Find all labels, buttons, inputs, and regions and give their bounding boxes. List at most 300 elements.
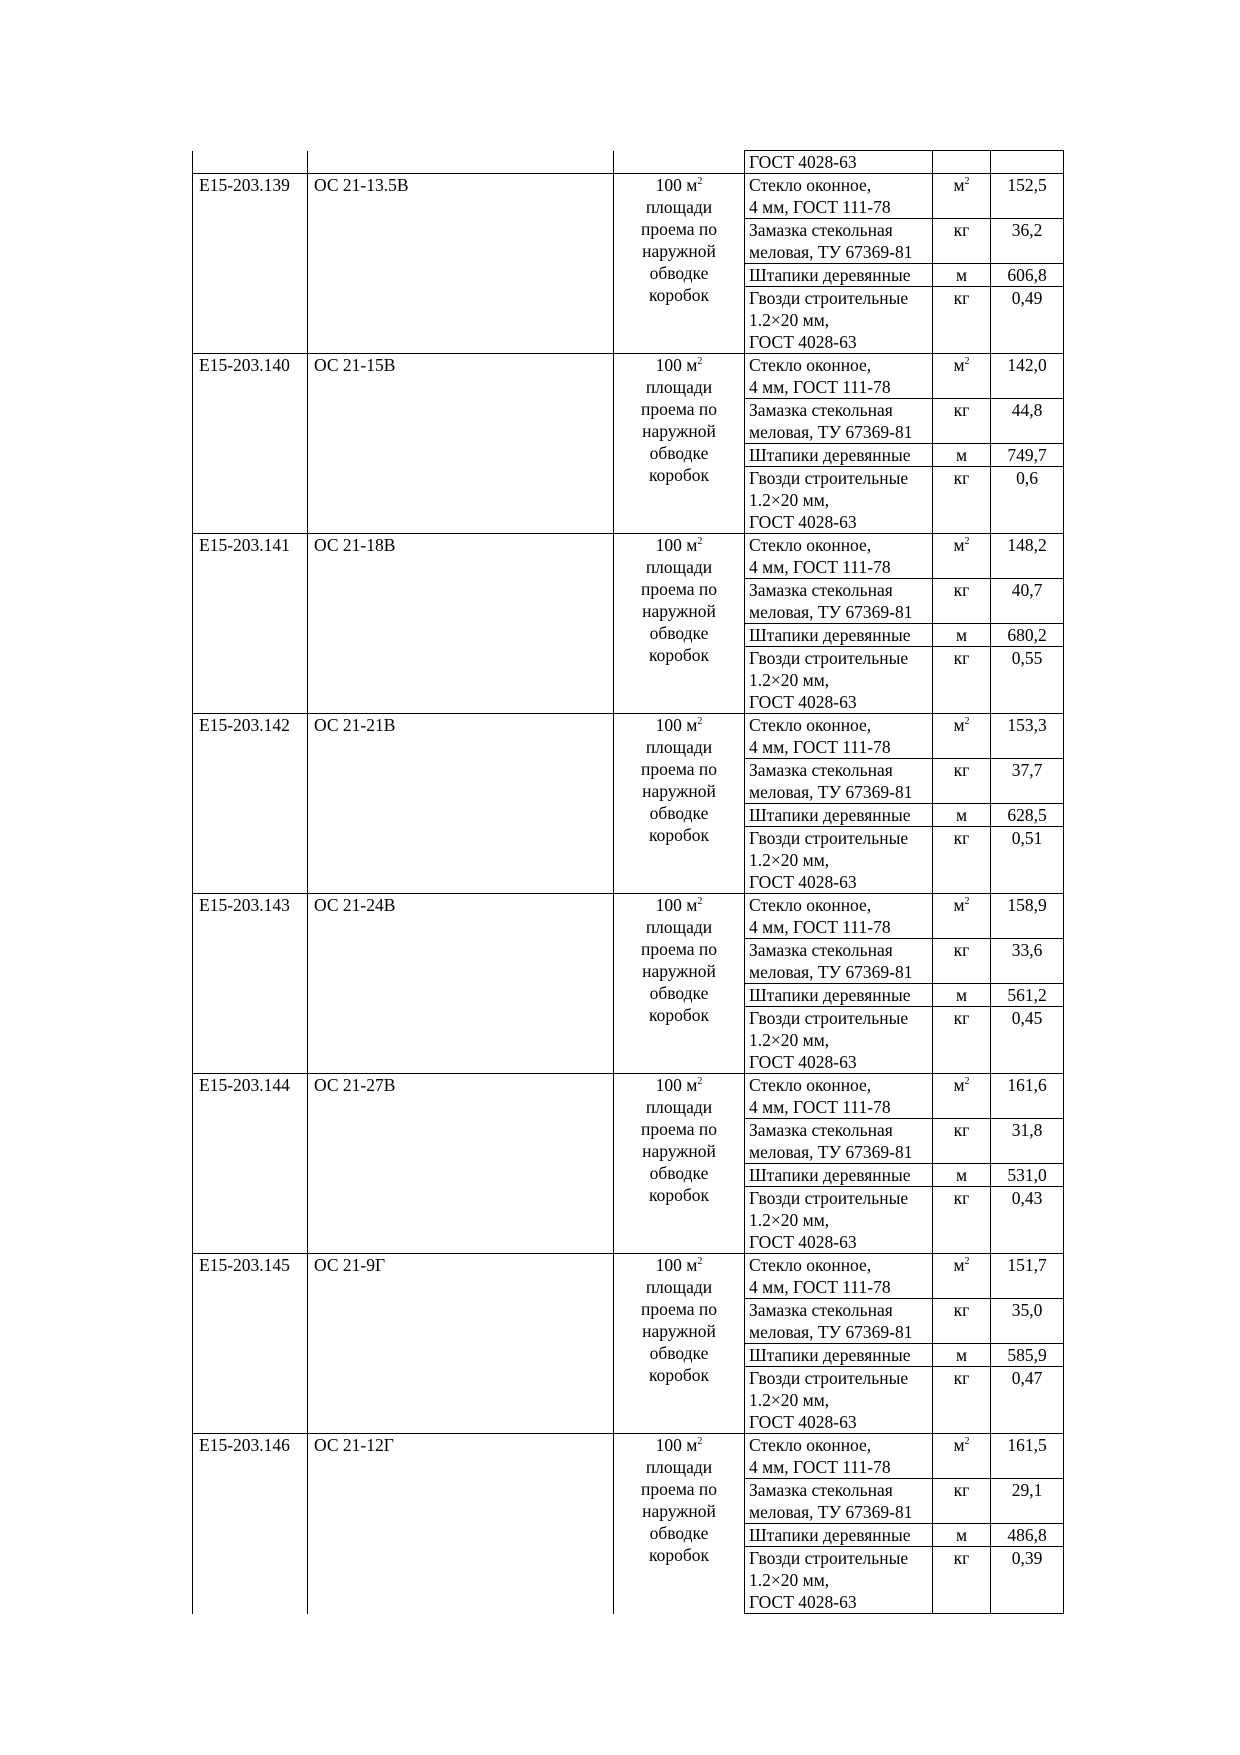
resource-unit-main: кг	[953, 648, 970, 668]
resource-unit-main: кг	[953, 828, 970, 848]
resource-unit-main: кг	[953, 1188, 970, 1208]
unit-line	[616, 1074, 742, 1096]
resource-unit	[933, 827, 991, 894]
unit-desc-line: коробок	[648, 1365, 710, 1385]
resource-unit-main: кг	[953, 1548, 970, 1568]
lead-qty-cell	[991, 151, 1064, 174]
resource-unit-main: м	[953, 355, 965, 375]
resource-unit-main: м	[953, 1255, 965, 1275]
unit-desc-line: проема по	[640, 579, 718, 599]
resource-quantity: 31,8	[991, 1119, 1064, 1164]
resource-name	[745, 827, 933, 894]
resource-unit-main: м	[955, 445, 968, 465]
continuation-row	[193, 151, 1064, 174]
resource-line: 1.2×20 мм,	[749, 1570, 830, 1590]
window-type: ОС 21-13.5В	[308, 174, 614, 354]
resource-name	[745, 1164, 933, 1187]
resource-quantity: 0,47	[991, 1367, 1064, 1434]
table-row	[193, 174, 1064, 219]
unit-sup: 2	[697, 1256, 703, 1268]
unit-desc-line: наружной	[642, 1321, 716, 1341]
resource-line: Замазка стекольная	[749, 1480, 893, 1500]
unit-desc-line: коробок	[648, 1005, 710, 1025]
resource-line: 4 мм, ГОСТ 111-78	[749, 1097, 891, 1117]
norm-code: Е15-203.142	[193, 714, 308, 894]
resource-unit-main: м	[955, 1345, 968, 1365]
resource-quantity: 531,0	[991, 1164, 1064, 1187]
resource-quantity: 0,39	[991, 1547, 1064, 1614]
resource-line: Стекло оконное,	[749, 1435, 872, 1455]
resource-line: Замазка стекольная	[749, 1120, 893, 1140]
resource-line: меловая, ТУ 67369-81	[749, 1322, 913, 1342]
unit-sup: 2	[697, 356, 703, 368]
unit-desc-line: наружной	[642, 1501, 716, 1521]
unit-desc-line: коробок	[648, 1545, 710, 1565]
resource-unit	[933, 534, 991, 579]
resource-unit-main: кг	[953, 760, 970, 780]
measurement-unit	[614, 714, 745, 894]
lead-unit-cell	[614, 151, 745, 174]
resource-quantity: 142,0	[991, 354, 1064, 399]
resource-line: 1.2×20 мм,	[749, 490, 830, 510]
unit-desc-line: обводке	[649, 1343, 709, 1363]
resource-unit	[933, 624, 991, 647]
table-row	[193, 894, 1064, 939]
unit-sup: 2	[697, 536, 703, 548]
resource-unit-main: кг	[953, 1300, 970, 1320]
unit-desc-line: проема по	[640, 939, 718, 959]
resource-line: ГОСТ 4028-63	[749, 1412, 857, 1432]
resource-quantity: 158,9	[991, 894, 1064, 939]
unit-main: 100 м	[655, 715, 698, 735]
lead-resource-cell	[745, 151, 933, 174]
resource-unit-main: м	[953, 715, 965, 735]
unit-desc-line: наружной	[642, 1141, 716, 1161]
resource-unit-sup: 2	[964, 356, 970, 368]
resource-name	[745, 1299, 933, 1344]
resource-name	[745, 219, 933, 264]
resource-name	[745, 1187, 933, 1254]
resource-name	[745, 624, 933, 647]
resource-unit	[933, 579, 991, 624]
resource-unit-main: м	[955, 985, 968, 1005]
table-row	[193, 534, 1064, 579]
resource-quantity: 749,7	[991, 444, 1064, 467]
resource-unit-sup: 2	[964, 1076, 970, 1088]
unit-sup: 2	[697, 1076, 703, 1088]
resource-unit	[933, 354, 991, 399]
unit-desc-line: проема по	[640, 759, 718, 779]
resource-quantity: 29,1	[991, 1479, 1064, 1524]
resource-unit	[933, 759, 991, 804]
table-body	[193, 151, 1064, 1614]
unit-desc-line: коробок	[648, 645, 710, 665]
resource-unit-main: кг	[953, 940, 970, 960]
resource-line: 4 мм, ГОСТ 111-78	[749, 1457, 891, 1477]
resource-line: Штапики деревянные	[749, 1525, 911, 1545]
unit-desc-line: коробок	[648, 285, 710, 305]
measurement-unit	[614, 1434, 745, 1614]
unit-desc-line: коробок	[648, 1185, 710, 1205]
resource-quantity: 148,2	[991, 534, 1064, 579]
resource-name	[745, 579, 933, 624]
unit-main: 100 м	[655, 535, 698, 555]
resource-name	[745, 467, 933, 534]
unit-main: 100 м	[655, 355, 698, 375]
resource-line: Штапики деревянные	[749, 1345, 911, 1365]
resource-line: 4 мм, ГОСТ 111-78	[749, 557, 891, 577]
resource-unit-sup: 2	[964, 536, 970, 548]
unit-line	[616, 894, 742, 916]
window-type: ОС 21-9Г	[308, 1254, 614, 1434]
unit-desc-line: наружной	[642, 241, 716, 261]
resource-line: Стекло оконное,	[749, 895, 872, 915]
resource-line: ГОСТ 4028-63	[749, 872, 857, 892]
resource-quantity: 0,45	[991, 1007, 1064, 1074]
resource-line: меловая, ТУ 67369-81	[749, 1502, 913, 1522]
unit-main: 100 м	[655, 1255, 698, 1275]
resource-line: Штапики деревянные	[749, 1165, 911, 1185]
resource-quantity: 152,5	[991, 174, 1064, 219]
resource-line: Штапики деревянные	[749, 805, 911, 825]
resource-unit	[933, 287, 991, 354]
resource-name	[745, 759, 933, 804]
unit-desc-line: площади	[645, 197, 713, 217]
resource-unit-main: кг	[953, 1480, 970, 1500]
unit-desc-line: площади	[645, 917, 713, 937]
table-row	[193, 354, 1064, 399]
resource-unit	[933, 174, 991, 219]
unit-desc-line: обводке	[649, 443, 709, 463]
unit-desc-line: коробок	[648, 825, 710, 845]
resource-name	[745, 534, 933, 579]
resource-unit-main: кг	[953, 468, 970, 488]
resource-line: меловая, ТУ 67369-81	[749, 422, 913, 442]
resource-unit	[933, 804, 991, 827]
resource-line: 4 мм, ГОСТ 111-78	[749, 737, 891, 757]
resource-unit-main: кг	[953, 400, 970, 420]
resource-unit-main: м	[953, 895, 965, 915]
resource-name	[745, 1367, 933, 1434]
resource-name	[745, 1254, 933, 1299]
resource-unit-main: м	[953, 175, 965, 195]
window-type: ОС 21-21В	[308, 714, 614, 894]
unit-main: 100 м	[655, 1435, 698, 1455]
resource-line: Замазка стекольная	[749, 400, 893, 420]
unit-sup: 2	[697, 1436, 703, 1448]
resource-line: Гвозди строительные	[749, 1368, 909, 1388]
resource-line: Гвозди строительные	[749, 648, 909, 668]
resource-unit-main: м	[955, 625, 968, 645]
resource-unit	[933, 647, 991, 714]
unit-main: 100 м	[655, 175, 698, 195]
unit-desc-line: наружной	[642, 961, 716, 981]
table-row	[193, 1254, 1064, 1299]
unit-desc-line: обводке	[649, 263, 709, 283]
resource-unit	[933, 714, 991, 759]
resource-name	[745, 1434, 933, 1479]
resource-line: Штапики деревянные	[749, 265, 911, 285]
resource-name	[745, 1344, 933, 1367]
resource-name	[745, 939, 933, 984]
unit-line	[616, 534, 742, 556]
resource-unit	[933, 1187, 991, 1254]
unit-main: 100 м	[655, 1075, 698, 1095]
unit-desc-line: наружной	[642, 601, 716, 621]
resource-unit-main: кг	[953, 1120, 970, 1140]
resource-unit-main: кг	[953, 220, 970, 240]
norm-code: Е15-203.144	[193, 1074, 308, 1254]
resource-quantity: 628,5	[991, 804, 1064, 827]
resource-unit-main: м	[953, 535, 965, 555]
unit-desc-line: проема по	[640, 1299, 718, 1319]
resource-name	[745, 444, 933, 467]
resource-line: ГОСТ 4028-63	[749, 692, 857, 712]
resource-unit	[933, 1344, 991, 1367]
resource-unit-sup: 2	[964, 1256, 970, 1268]
unit-line	[616, 1434, 742, 1456]
unit-desc-line: площади	[645, 1097, 713, 1117]
resource-quantity: 486,8	[991, 1524, 1064, 1547]
unit-desc-line: площади	[645, 737, 713, 757]
resource-line: 1.2×20 мм,	[749, 1030, 830, 1050]
unit-desc-line: обводке	[649, 623, 709, 643]
resource-unit	[933, 1074, 991, 1119]
resource-line: Гвозди строительные	[749, 1548, 909, 1568]
resource-name	[745, 1074, 933, 1119]
resource-name	[745, 1524, 933, 1547]
measurement-unit	[614, 534, 745, 714]
resource-line: ГОСТ 4028-63	[749, 1052, 857, 1072]
resource-line: ГОСТ 4028-63	[749, 152, 857, 172]
resource-line: Замазка стекольная	[749, 580, 893, 600]
norm-code: Е15-203.146	[193, 1434, 308, 1614]
resource-line: Гвозди строительные	[749, 1188, 909, 1208]
resource-unit-main: м	[953, 1435, 965, 1455]
measurement-unit	[614, 174, 745, 354]
norm-code: Е15-203.141	[193, 534, 308, 714]
resource-name	[745, 984, 933, 1007]
window-type: ОС 21-15В	[308, 354, 614, 534]
unit-line	[616, 1254, 742, 1276]
resource-line: Стекло оконное,	[749, 355, 872, 375]
resource-line: ГОСТ 4028-63	[749, 332, 857, 352]
unit-desc-line: наружной	[642, 781, 716, 801]
resource-unit-main: м	[955, 805, 968, 825]
resource-quantity: 680,2	[991, 624, 1064, 647]
resource-name	[745, 1007, 933, 1074]
resource-unit-sup: 2	[964, 716, 970, 728]
norm-code: Е15-203.140	[193, 354, 308, 534]
resource-unit	[933, 399, 991, 444]
resource-line: меловая, ТУ 67369-81	[749, 962, 913, 982]
resource-quantity: 37,7	[991, 759, 1064, 804]
unit-desc-line: площади	[645, 1277, 713, 1297]
resource-quantity: 151,7	[991, 1254, 1064, 1299]
resource-unit	[933, 1119, 991, 1164]
table-row	[193, 714, 1064, 759]
resource-line: 1.2×20 мм,	[749, 850, 830, 870]
resource-line: Стекло оконное,	[749, 1075, 872, 1095]
resource-line: Штапики деревянные	[749, 985, 911, 1005]
resource-line: Гвозди строительные	[749, 1008, 909, 1028]
resource-line: Штапики деревянные	[749, 625, 911, 645]
resource-quantity: 40,7	[991, 579, 1064, 624]
resource-line: Стекло оконное,	[749, 1255, 872, 1275]
resource-unit-main: кг	[953, 1008, 970, 1028]
unit-desc-line: проема по	[640, 1119, 718, 1139]
resource-line: Замазка стекольная	[749, 940, 893, 960]
resource-line: Штапики деревянные	[749, 445, 911, 465]
lead-measure-cell	[933, 151, 991, 174]
resource-name	[745, 804, 933, 827]
unit-desc-line: наружной	[642, 421, 716, 441]
unit-line	[616, 174, 742, 196]
resource-unit	[933, 984, 991, 1007]
resource-line: 4 мм, ГОСТ 111-78	[749, 377, 891, 397]
norm-code: Е15-203.143	[193, 894, 308, 1074]
resource-line: Гвозди строительные	[749, 288, 909, 308]
resource-quantity: 0,51	[991, 827, 1064, 894]
unit-sup: 2	[697, 176, 703, 188]
unit-desc-line: проема по	[640, 1479, 718, 1499]
window-type: ОС 21-24В	[308, 894, 614, 1074]
resource-line: 1.2×20 мм,	[749, 310, 830, 330]
resource-line: Стекло оконное,	[749, 175, 872, 195]
resource-line: ГОСТ 4028-63	[749, 1592, 857, 1612]
resource-unit	[933, 219, 991, 264]
resource-unit-main: м	[955, 1525, 968, 1545]
resource-line: Гвозди строительные	[749, 468, 909, 488]
unit-desc-line: обводке	[649, 1523, 709, 1543]
resource-line: 4 мм, ГОСТ 111-78	[749, 197, 891, 217]
unit-main: 100 м	[655, 895, 698, 915]
unit-sup: 2	[697, 716, 703, 728]
window-type: ОС 21-18В	[308, 534, 614, 714]
resource-line: 1.2×20 мм,	[749, 670, 830, 690]
resource-quantity: 161,5	[991, 1434, 1064, 1479]
resource-quantity: 606,8	[991, 264, 1064, 287]
unit-desc-line: площади	[645, 1457, 713, 1477]
resource-quantity: 0,49	[991, 287, 1064, 354]
resource-unit-main: м	[953, 1075, 965, 1095]
resource-line: меловая, ТУ 67369-81	[749, 242, 913, 262]
unit-desc-line: обводке	[649, 803, 709, 823]
table-row	[193, 1434, 1064, 1479]
resource-line: 4 мм, ГОСТ 111-78	[749, 917, 891, 937]
resource-unit	[933, 939, 991, 984]
resource-line: Стекло оконное,	[749, 715, 872, 735]
resource-quantity: 44,8	[991, 399, 1064, 444]
table-row	[193, 1074, 1064, 1119]
resource-unit-main: кг	[953, 288, 970, 308]
resource-line: ГОСТ 4028-63	[749, 1232, 857, 1252]
measurement-unit	[614, 894, 745, 1074]
resource-name	[745, 894, 933, 939]
lead-name-cell	[308, 151, 614, 174]
resource-name	[745, 714, 933, 759]
resource-line: меловая, ТУ 67369-81	[749, 602, 913, 622]
resource-unit	[933, 1524, 991, 1547]
resource-name	[745, 647, 933, 714]
measurement-unit	[614, 354, 745, 534]
resource-unit	[933, 1164, 991, 1187]
unit-desc-line: площади	[645, 377, 713, 397]
resource-unit	[933, 1479, 991, 1524]
unit-desc-line: проема по	[640, 399, 718, 419]
measurement-unit	[614, 1074, 745, 1254]
resource-line: меловая, ТУ 67369-81	[749, 782, 913, 802]
resource-line: Замазка стекольная	[749, 760, 893, 780]
unit-sup: 2	[697, 896, 703, 908]
resource-line: Гвозди строительные	[749, 828, 909, 848]
resource-unit	[933, 444, 991, 467]
resource-quantity: 161,6	[991, 1074, 1064, 1119]
resource-name	[745, 399, 933, 444]
norm-code: Е15-203.139	[193, 174, 308, 354]
resource-unit	[933, 467, 991, 534]
resource-quantity: 35,0	[991, 1299, 1064, 1344]
resource-unit-main: кг	[953, 580, 970, 600]
resource-line: Замазка стекольная	[749, 220, 893, 240]
resource-unit-sup: 2	[964, 1436, 970, 1448]
norms-table	[192, 150, 1064, 1614]
resource-line: меловая, ТУ 67369-81	[749, 1142, 913, 1162]
resource-unit	[933, 1299, 991, 1344]
resource-quantity: 153,3	[991, 714, 1064, 759]
lead-code-cell	[193, 151, 308, 174]
resource-unit-sup: 2	[964, 896, 970, 908]
unit-line	[616, 714, 742, 736]
resource-unit-main: м	[955, 265, 968, 285]
resource-unit-main: м	[955, 1165, 968, 1185]
resource-unit	[933, 1367, 991, 1434]
resource-line: 1.2×20 мм,	[749, 1210, 830, 1230]
resource-quantity: 0,55	[991, 647, 1064, 714]
resource-quantity: 561,2	[991, 984, 1064, 1007]
resource-unit	[933, 1547, 991, 1614]
resource-unit-main: кг	[953, 1368, 970, 1388]
resource-quantity: 33,6	[991, 939, 1064, 984]
unit-desc-line: площади	[645, 557, 713, 577]
norm-code: Е15-203.145	[193, 1254, 308, 1434]
resource-line: Стекло оконное,	[749, 535, 872, 555]
resource-line: Замазка стекольная	[749, 1300, 893, 1320]
resource-unit	[933, 1434, 991, 1479]
unit-line	[616, 354, 742, 376]
unit-desc-line: обводке	[649, 1163, 709, 1183]
window-type: ОС 21-27В	[308, 1074, 614, 1254]
resource-line: ГОСТ 4028-63	[749, 512, 857, 532]
resource-unit	[933, 894, 991, 939]
resource-quantity: 36,2	[991, 219, 1064, 264]
measurement-unit	[614, 1254, 745, 1434]
unit-desc-line: коробок	[648, 465, 710, 485]
resource-name	[745, 1119, 933, 1164]
unit-desc-line: проема по	[640, 219, 718, 239]
unit-desc-line: обводке	[649, 983, 709, 1003]
resource-unit	[933, 264, 991, 287]
resource-name	[745, 354, 933, 399]
resource-name	[745, 287, 933, 354]
resource-quantity: 585,9	[991, 1344, 1064, 1367]
resource-quantity: 0,6	[991, 467, 1064, 534]
resource-quantity: 0,43	[991, 1187, 1064, 1254]
resource-line: 4 мм, ГОСТ 111-78	[749, 1277, 891, 1297]
resource-unit	[933, 1254, 991, 1299]
resource-name	[745, 264, 933, 287]
resource-line: 1.2×20 мм,	[749, 1390, 830, 1410]
